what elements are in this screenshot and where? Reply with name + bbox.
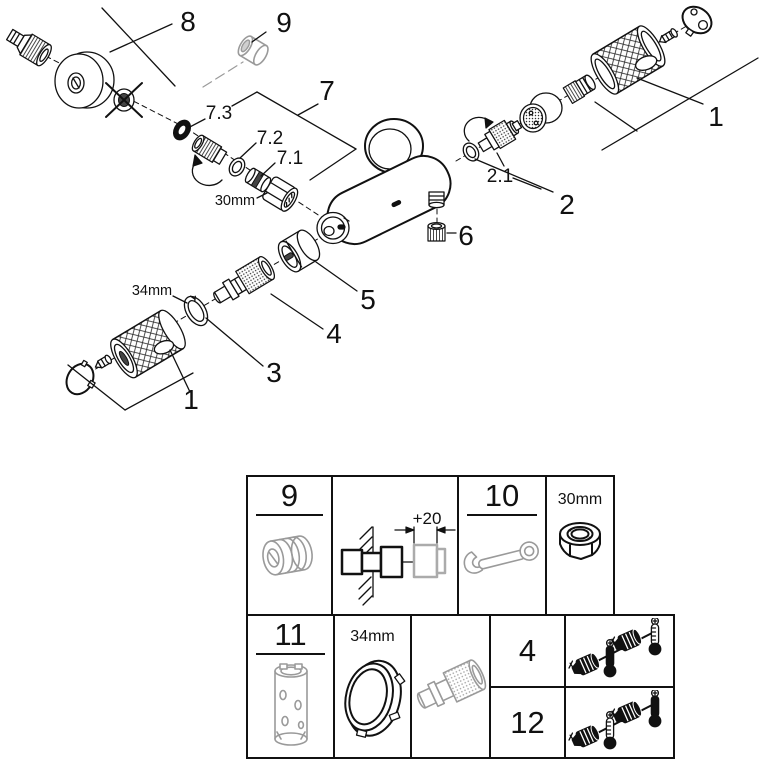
part-number-4: 4	[518, 633, 537, 668]
part1-handle-cap	[520, 93, 562, 132]
parts-table-row-2	[246, 614, 675, 759]
part7-o-ring	[226, 155, 248, 178]
rotation-arrow	[192, 162, 222, 185]
parts-table-row-1	[246, 475, 615, 616]
variant-4-icon-cell	[564, 616, 673, 688]
callout-5: 5	[360, 284, 376, 315]
cartridge-thermometer-variant-4-icon	[568, 618, 672, 684]
wrench-size-34mm: 34mm	[131, 283, 173, 299]
callout-3: 3	[266, 357, 282, 388]
wrench-size-30mm: 30mm	[214, 193, 256, 209]
extension-nipple-icon	[255, 526, 325, 584]
part1-lever-cap-right	[677, 1, 716, 38]
cartridge-thermometer-variant-12-icon	[568, 690, 672, 756]
callout-7-2: 7.2	[256, 128, 284, 149]
callout-1-right: 1	[708, 101, 724, 132]
hex-nut-30mm-icon	[550, 515, 610, 567]
table-cell-nut-30mm	[547, 477, 613, 614]
extension-dimension: +20	[412, 509, 442, 528]
callout-2-1: 2.1	[486, 166, 514, 187]
part3-stop-ring	[180, 292, 213, 329]
callout-4: 4	[326, 318, 342, 349]
nut-size-label: 30mm	[557, 491, 603, 508]
callout-2: 2	[559, 189, 575, 220]
table-cell-variants	[491, 616, 673, 757]
callout-7-3: 7.3	[205, 103, 233, 124]
part9-extension-cap	[235, 34, 270, 67]
number-underline	[256, 514, 323, 516]
part1-lever-cap-left	[61, 359, 99, 399]
table-cell-wall-extension-diagram	[333, 477, 459, 614]
ring-size-label: 34mm	[350, 628, 395, 645]
part1-grip-left	[106, 307, 190, 382]
part4-thermostat-cartridge	[209, 254, 278, 310]
callout-6: 6	[458, 220, 474, 251]
part-number-9: 9	[280, 478, 299, 513]
part8-seal-crossed-icon	[106, 83, 142, 117]
wrench-icon	[460, 532, 544, 588]
number-underline	[256, 653, 325, 655]
table-cell-part9	[248, 477, 333, 614]
callout-1-left: 1	[183, 384, 199, 415]
part8-escutcheon	[55, 52, 114, 108]
thermostat-cartridge-icon	[413, 650, 489, 724]
variant-12-icon-cell	[564, 688, 673, 757]
part7-gasket	[170, 117, 194, 143]
part6-plug	[428, 223, 445, 241]
variant-4-number-cell	[491, 616, 564, 688]
callout-9: 9	[276, 7, 292, 38]
callout-8: 8	[180, 6, 196, 37]
callout-7-1: 7.1	[276, 148, 304, 169]
part5-collar	[274, 227, 324, 276]
part-number-11: 11	[274, 617, 307, 652]
part7-threaded-adapter	[190, 133, 228, 185]
part1-knurled-adapter	[563, 73, 598, 104]
number-underline	[467, 514, 537, 516]
table-cell-part11	[248, 616, 335, 757]
table-cell-part10	[459, 477, 547, 614]
callout-7: 7	[319, 75, 335, 106]
variant-12-number-cell	[491, 688, 564, 757]
wall-mount-extension-icon	[334, 477, 456, 614]
part-number-10: 10	[484, 478, 520, 513]
table-cell-ring-34mm	[335, 616, 412, 757]
table-cell-cartridge	[412, 616, 491, 757]
part-number-12: 12	[510, 704, 545, 740]
part1-screw-right	[657, 28, 678, 46]
service-tool-icon	[267, 659, 315, 753]
part8-s-union	[4, 24, 55, 67]
ring-34mm-icon	[336, 648, 410, 748]
